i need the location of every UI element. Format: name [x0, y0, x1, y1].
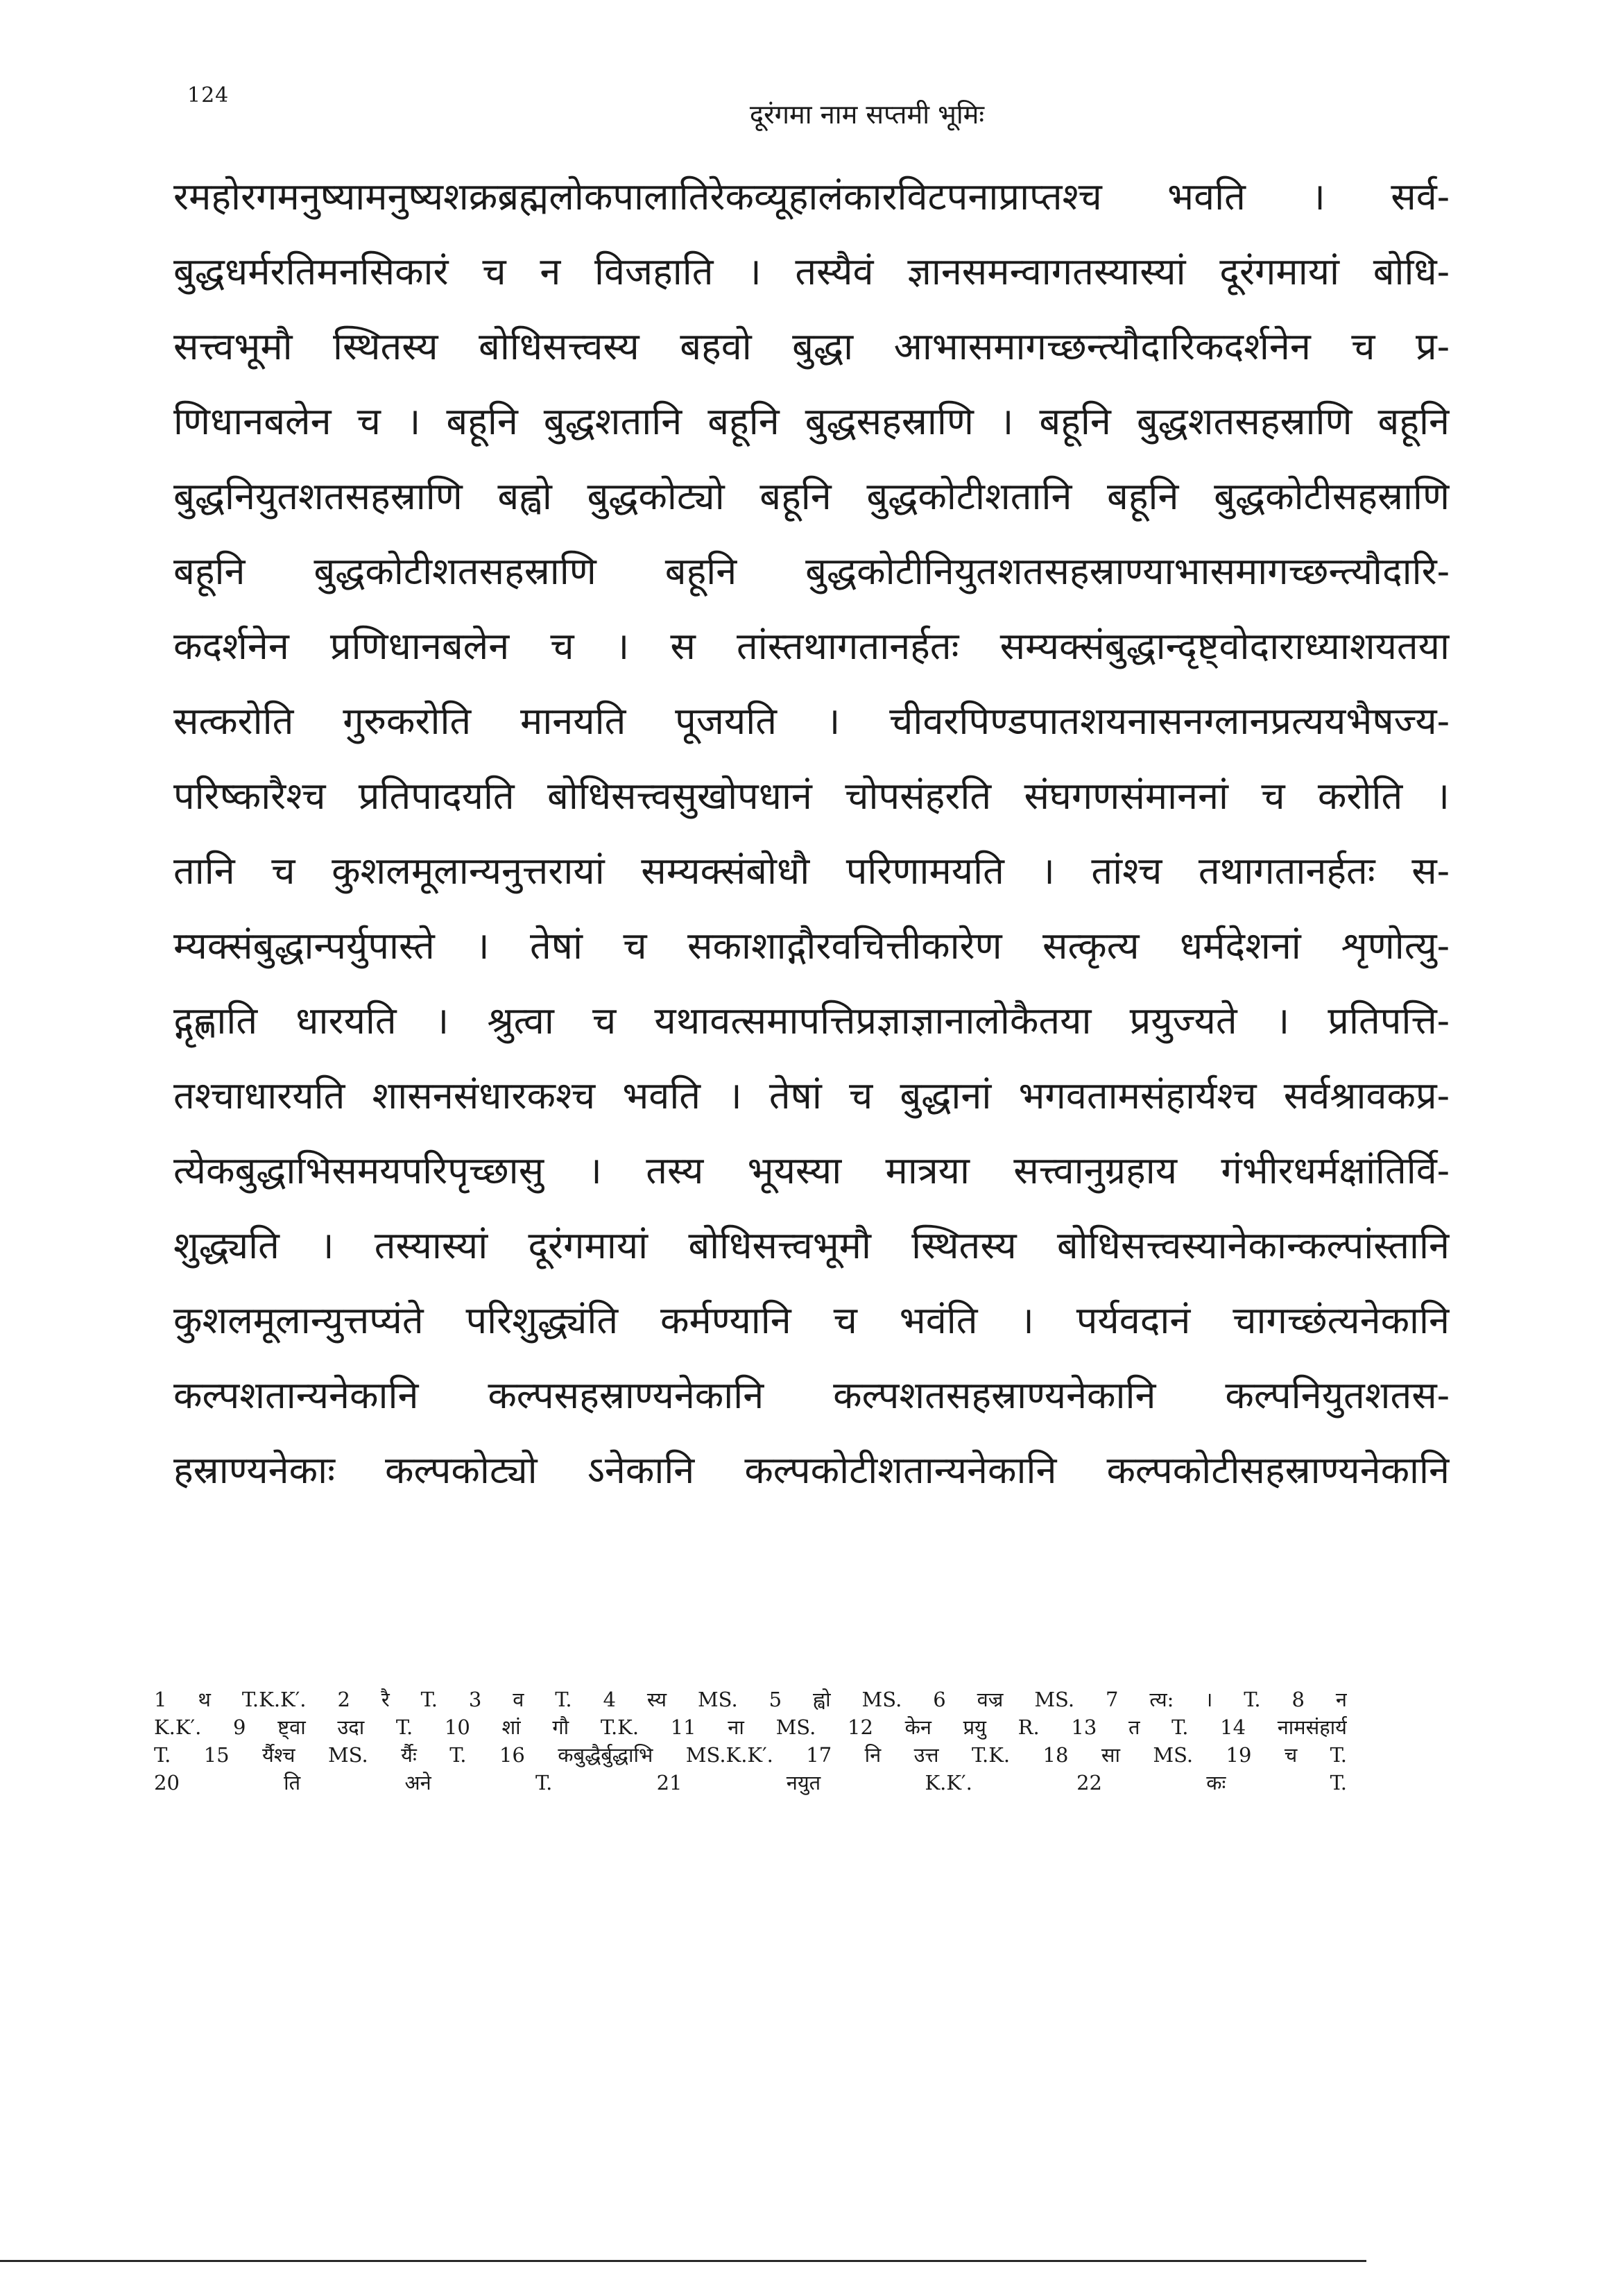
footnote-line: 20 ति अने T. 21 नयुत K.K′. 22 कः T. — [154, 1771, 1347, 1794]
text-line: द्गृह्णाति धारयति । श्रुत्वा च यथावत्समापत्तिप्रज्ञाज्ञानालोकैतया प्रयुज्यते । प्रतिपत्ति- — [173, 999, 1450, 1043]
body-text — [173, 160, 1450, 1508]
text-line: तश्चाधारयति शासनसंधारकश्च भवति । तेषां च बुद्धानां भगवतामसंहार्यश्च सर्वश्रावकप्र- — [173, 1074, 1450, 1117]
text-line: परिष्कारैश्च प्रतिपादयति बोधिसत्त्वसुखोपधानं चोपसंहरति संघगणसंमाननां च करोति । — [173, 774, 1450, 818]
page-number: 124 — [187, 83, 230, 108]
footnote-line: T. 15 र्यैश्च MS. र्यैः T. 16 कबुद्धैर्बुद्धाभि MS.K.K′. 17 नि उत्त T.K. 18 सा MS. 19 च T. — [154, 1743, 1347, 1767]
text-line: रमहोरगमनुष्यामनुष्यशक्रब्रह्मलोकपालातिरेकव्यूहालंकारविटपनाप्राप्तश्च भवति । सर्व- — [173, 175, 1450, 219]
text-line: बहूनि बुद्धकोटीशतसहस्राणि बहूनि बुद्धकोटीनियुतशतसहस्राण्याभासमागच्छन्त्यौदारि- — [173, 549, 1450, 593]
text-line: हस्राण्यनेकाः कल्पकोट्यो ऽनेकानि कल्पकोटीशतान्यनेकानि कल्पकोटीसहस्राण्यनेकानि — [173, 1448, 1450, 1492]
text-line: कल्पशतान्यनेकानि कल्पसहस्राण्यनेकानि कल्पशतसहस्राण्यनेकानि कल्पनियुतशतस- — [173, 1373, 1450, 1417]
text-line: सत्करोति गुरुकरोति मानयति पूजयति । चीवरपिण्डपातशयनासनग्लानप्रत्ययभैषज्य- — [173, 699, 1450, 743]
text-line: म्यक्संबुद्धान्पर्युपास्ते । तेषां च सकाशाद्गौरवचित्तीकारेण सत्कृत्य धर्मदेशनां शृणोत्यु- — [173, 924, 1450, 968]
running-head: दूरंगमा नाम सप्तमी भूमिः — [749, 99, 985, 130]
footnotes — [154, 1686, 1347, 1797]
bottom-rule — [0, 2260, 1366, 2262]
text-line: णिधानबलेन च । बहूनि बुद्धशतानि बहूनि बुद्धसहस्राणि । बहूनि बुद्धशतसहस्राणि बहूनि — [173, 400, 1450, 443]
text-line: तानि च कुशलमूलान्यनुत्तरायां सम्यक्संबोधौ परिणामयति । तांश्च तथागतानर्हतः स- — [173, 849, 1450, 893]
text-line: त्येकबुद्धाभिसमयपरिपृच्छासु । तस्य भूयस्या मात्रया सत्त्वानुग्रहाय गंभीरधर्मक्षांतिर्वि- — [173, 1149, 1450, 1192]
text-line: कदर्शनेन प्रणिधानबलेन च । स तांस्तथागतानर्हतः सम्यक्संबुद्धान्दृष्ट्वोदाराध्याशयतया — [173, 624, 1450, 668]
text-line: बुद्धधर्मरतिमनसिकारं च न विजहाति । तस्यैवं ज्ञानसमन्वागतस्यास्यां दूरंगमायां बोधि- — [173, 250, 1450, 293]
text-line: शुद्ध्यति । तस्यास्यां दूरंगमायां बोधिसत्त्वभूमौ स्थितस्य बोधिसत्त्वस्यानेकान्कल्पांस्तानि — [173, 1224, 1450, 1267]
text-line: कुशलमूलान्युत्तप्यंते परिशुद्ध्यंति कर्मण्यानि च भवंति । पर्यवदानं चागच्छंत्यनेकानि — [173, 1299, 1450, 1342]
text-line: सत्त्वभूमौ स्थितस्य बोधिसत्त्वस्य बहवो बुद्धा आभासमागच्छन्त्यौदारिकदर्शनेन च प्र- — [173, 325, 1450, 368]
text-line: बुद्धनियुतशतसहस्राणि बह्वो बुद्धकोट्यो बहूनि बुद्धकोटीशतानि बहूनि बुद्धकोटीसहस्राणि — [173, 474, 1450, 518]
footnote-line: 1 थ T.K.K′. 2 रै T. 3 व T. 4 स्य MS. 5 ह्वो MS. 6 वज्र MS. 7 त्य: । T. 8 न — [154, 1688, 1347, 1711]
footnote-line: K.K′. 9 ष्ट्वा उदा T. 10 शां गौ T.K. 11 ना MS. 12 केन प्रयु R. 13 त T. 14 नामसंहार्य — [154, 1715, 1347, 1739]
